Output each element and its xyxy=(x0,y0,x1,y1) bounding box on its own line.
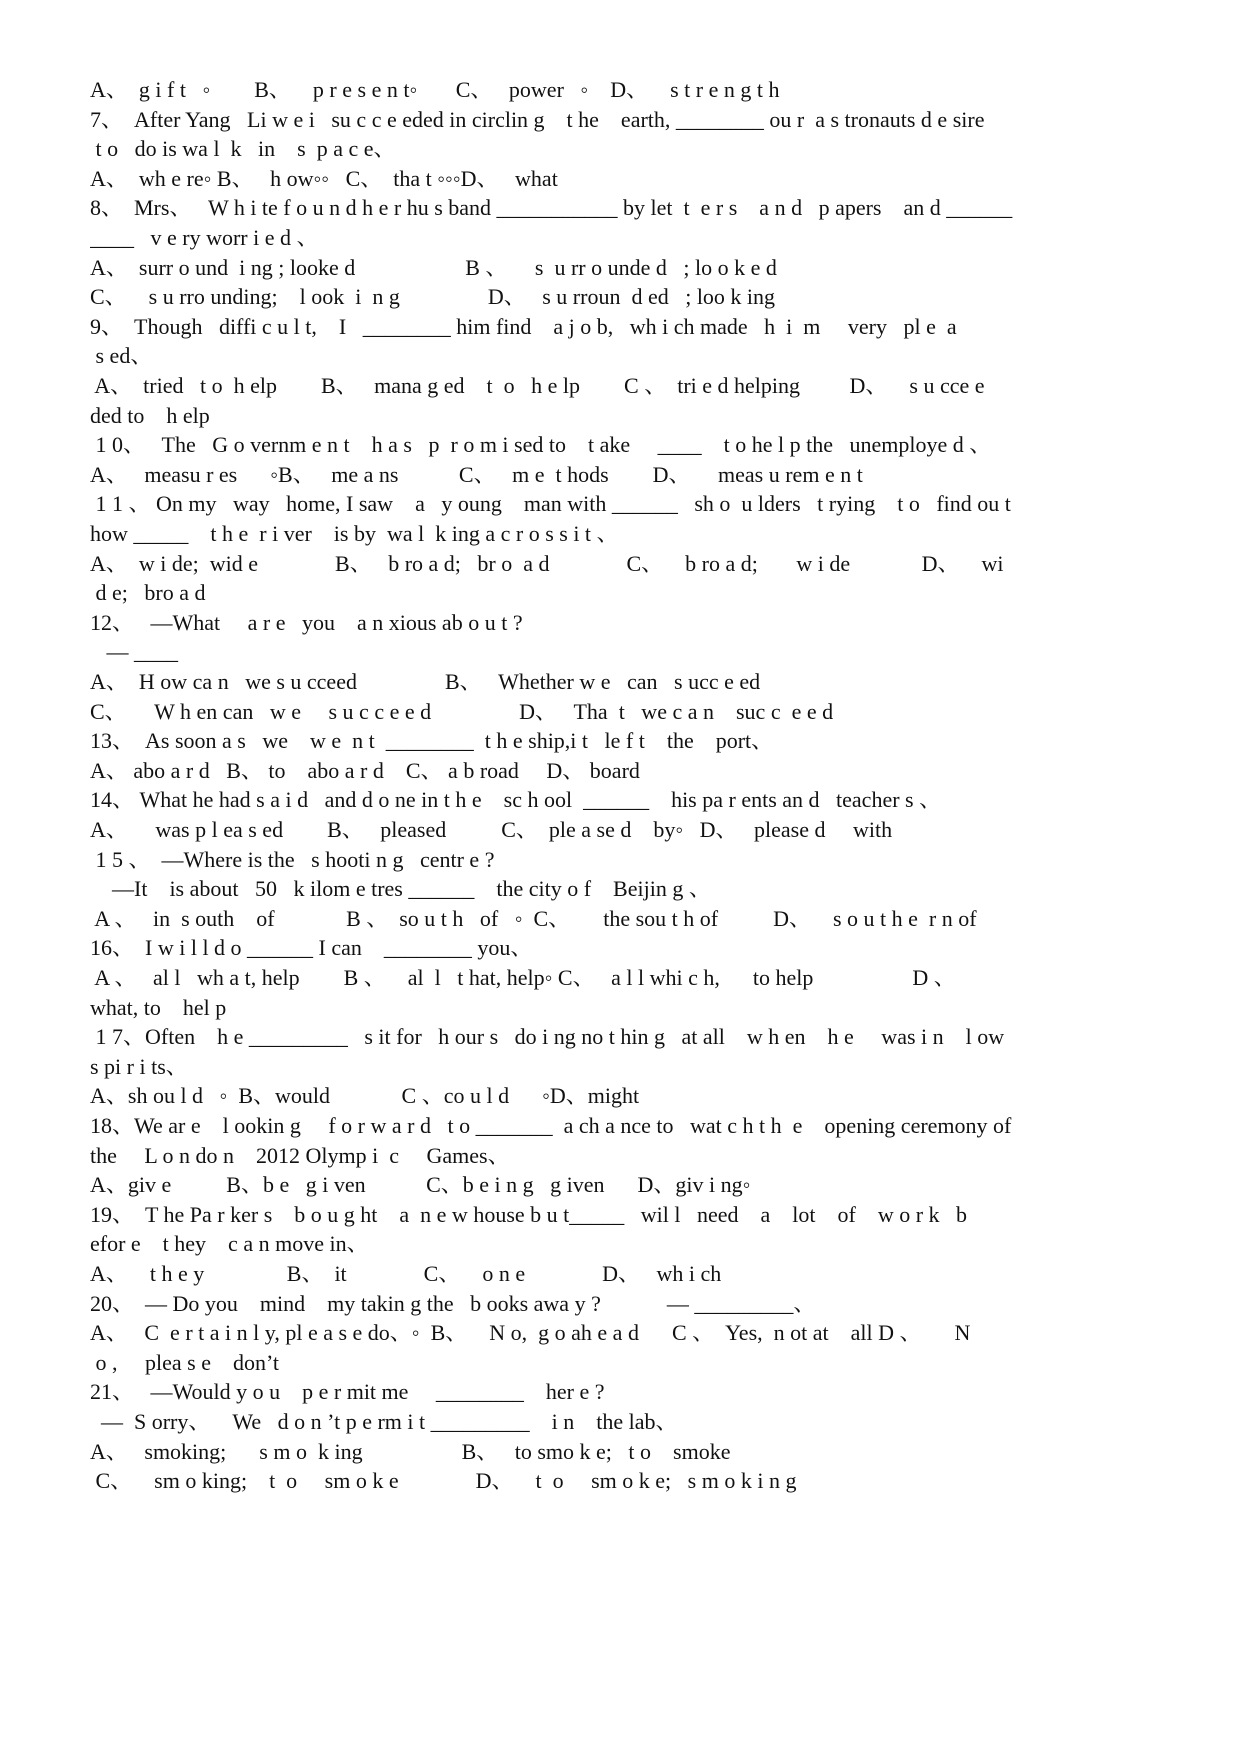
text-line: 1 5 、 —Where is the s hooti n g centr e ? xyxy=(90,846,495,872)
text-line: s pi r i ts、 xyxy=(90,1053,188,1079)
text-line: 1 1 、 On my way home, I saw a y oung man with ______ sh o u lders t rying t o find ou t xyxy=(90,491,1011,517)
text-line: efor e t hey c a n move in、 xyxy=(90,1231,369,1257)
text-line: 7、 After Yang Li w e i su c c e eded in circlin g t he earth, ________ ou r a s tronauts d e sire xyxy=(90,106,985,132)
text-line: — S orry、 We d o n ’t p e rm i t _________ i n the lab、 xyxy=(90,1409,678,1434)
text-line: 1 0、 The G o vernm e n t h a s p r o m i sed to t ake ____ t o he l p the unemploye d 、 xyxy=(90,432,992,458)
text-line: 1 7、Often h e _________ s it for h our s do i ng no t hin g at all w h en h e was i n l ow xyxy=(90,1024,1005,1050)
text-line: how _____ t h e r i ver is by wa l k ing a c r o s s i t 、 xyxy=(90,521,619,546)
text-line: 20、 — Do you mind my takin g the b ooks awa y ? — _________、 xyxy=(90,1290,816,1316)
text-line: 9、 Though diffi c u l t, I ________ him find a j o b, wh i ch made h i m very pl e a xyxy=(90,313,957,339)
text-line: ____ v e ry worr i e d 、 xyxy=(90,225,319,250)
text-line: 13、 As soon a s we w e n t ________ t h e ship,i t le f t the port、 xyxy=(90,728,774,754)
text-line: A、 g i f t ◦ B、 p r e s e n t◦ C、 power ◦ D、 s t r e n g t h xyxy=(90,77,780,102)
text-line: d e; bro a d xyxy=(90,580,206,606)
text-line: A、 abo a r d B、 to abo a r d C、 a b road D、 board xyxy=(90,757,640,783)
text-line: A 、 in s outh of B 、 so u t h of ◦ C、 the sou t h of D、 s o u t h e r n of xyxy=(90,905,977,931)
text-line: A、 C e r t a i n l y, pl e a s e do、◦ B、 N o, g o ah e a d C 、 Yes, n ot at all D 、 N xyxy=(90,1320,971,1346)
text-line: A、giv e B、b e g i ven C、b e i n g g iven D、giv i ng◦ xyxy=(90,1172,751,1198)
text-line: C、 s u rro unding; l ook i n g D、 s u rroun d ed ; loo k ing xyxy=(90,284,776,310)
text-line: A、 H ow ca n we s u cceed B、 Whether w e can s ucc e ed xyxy=(90,669,761,694)
text-line: s ed、 xyxy=(90,343,153,369)
text-line: t o do is wa l k in s p a c e、 xyxy=(90,136,396,162)
text-line: A、 t h e y B、 it C、 o n e D、 wh i ch xyxy=(90,1261,722,1286)
text-line: 16、 I w i l l d o ______ I can ________ you、 xyxy=(90,935,533,961)
text-line: A、 smoking; s m o k ing B、 to smo k e; t o smoke xyxy=(90,1438,731,1464)
text-line: o , plea s e don’t xyxy=(90,1349,280,1375)
text-line: A、 measu r es ◦B、 me a ns C、 m e t hods D、 meas u rem e n t xyxy=(90,461,863,487)
text-line: A、 tried t o h elp B、 mana g ed t o h e lp C 、 tri e d helping D、 s u cce e xyxy=(90,373,985,398)
text-line: 21、 —Would y o u p e r mit me ________ her e ? xyxy=(90,1379,605,1405)
text-line: 12、 —What a r e you a n xious ab o u t ? xyxy=(90,609,523,635)
text-line: A、 wh e re◦ B、 h ow◦◦ C、 tha t ◦◦◦D、 what xyxy=(90,165,558,191)
text-line: —It is about 50 k ilom e tres ______ the city o f Beijin g 、 xyxy=(90,876,711,902)
text-line: 19、 T he Pa r ker s b o u g ht a n e w house b u t_____ wil l need a lot of w o r k b xyxy=(90,1201,968,1227)
text-line: 18、We ar e l ookin g f o r w a r d t o _______ a ch a nce to wat c h t h e opening ceremony of xyxy=(90,1113,1012,1138)
text-line: A、 was p l ea s ed B、 pleased C、 ple a se d by◦ D、 please d with xyxy=(90,817,893,842)
text-line: 8、 Mrs、 W h i te f o u n d h e r hu s band ___________ by let t e r s a n d p apers an d ______ xyxy=(90,195,1013,221)
text-line: A、sh ou l d ◦ B、would C 、co u l d ◦D、might xyxy=(90,1083,640,1109)
text-line: C、 W h en can w e s u c c e e d D、 Tha t we c a n suc c e e d xyxy=(90,698,834,724)
text-line: C、 sm o king; t o sm o k e D、 t o sm o k e; s m o k i n g xyxy=(90,1468,797,1494)
text-line: 14、 What he had s a i d and d o ne in t h e sc h ool ______ his pa r ents an d teacher s 、 xyxy=(90,787,942,813)
text-line: ded to h elp xyxy=(90,402,210,428)
text-line: A、 w i de; wid e B、 b ro a d; br o a d C、 b ro a d; w i de D、 wi xyxy=(90,550,1004,576)
text-line: what, to hel p xyxy=(90,994,227,1020)
text-line: the L o n do n 2012 Olymp i c Games、 xyxy=(90,1142,510,1168)
text-line: A、 surr o und i ng ; looke d B 、 s u rr o unde d ; lo o k e d xyxy=(90,254,777,280)
text-line: A 、 al l wh a t, help B 、 al l t hat, help◦ C、 a l l whi c h, to help D 、 xyxy=(90,965,956,990)
text-line: — ____ xyxy=(90,639,178,665)
